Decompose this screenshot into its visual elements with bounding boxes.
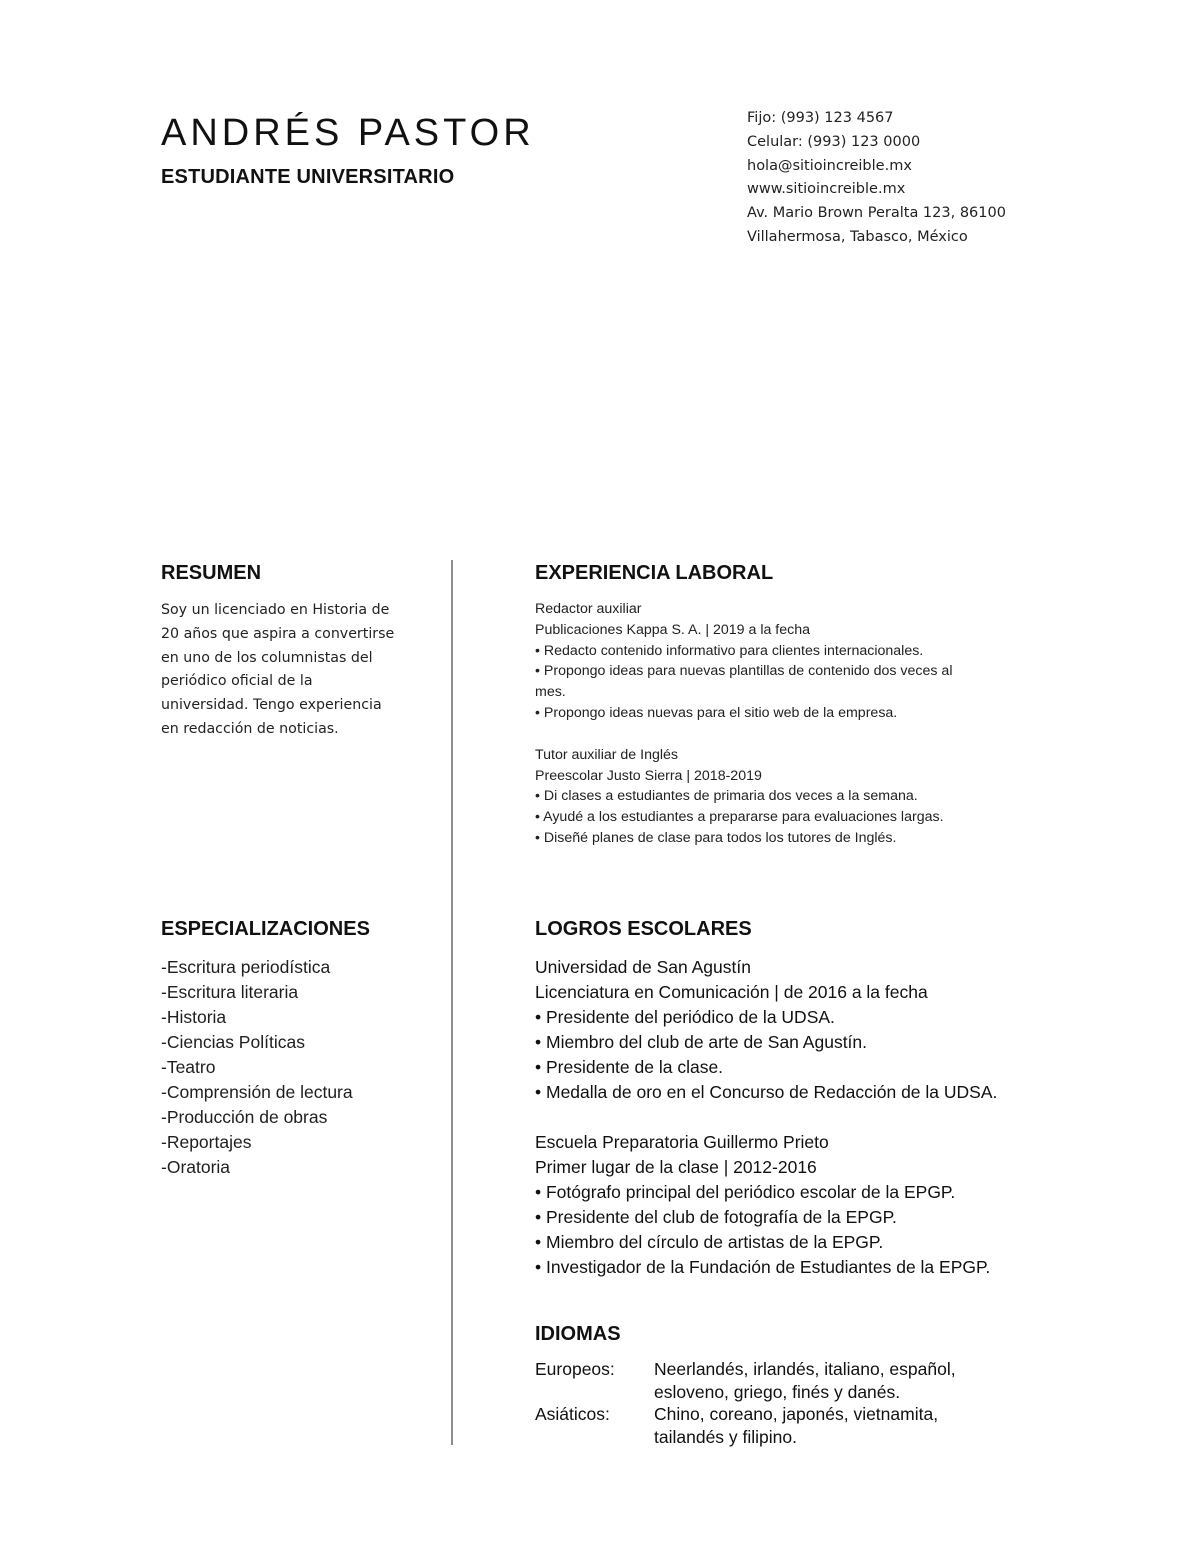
language-group-label: Europeos:: [535, 1359, 615, 1379]
contact-address-line-2: Villahermosa, Tabasco, México: [747, 228, 968, 245]
contact-email: hola@sitioincreible.mx: [747, 157, 912, 174]
especializaciones-list: [161, 955, 353, 1180]
specialization-item: -Escritura literaria: [161, 982, 299, 1002]
resumen-line: en uno de los columnistas del: [161, 649, 373, 666]
achievement-bullet: • Miembro del club de arte de San Agustín.: [535, 1032, 868, 1052]
language-group-value: Chino, coreano, japonés, vietnamita, tailandés y filipino.: [654, 1404, 939, 1447]
name-heading: ANDRÉS PASTOR: [161, 112, 535, 154]
job-company: Publicaciones Kappa S. A. | 2019 a la fecha: [535, 621, 811, 638]
specialization-item: -Escritura periodística: [161, 957, 331, 977]
idiomas-heading: IDIOMAS: [535, 1323, 621, 1345]
achievement-bullet: • Fotógrafo principal del periódico escolar de la EPGP.: [535, 1182, 956, 1202]
job-bullet: mes.: [535, 684, 566, 701]
achievement-bullet: • Medalla de oro en el Concurso de Redacción de la UDSA.: [535, 1082, 998, 1102]
contact-address-line-1: Av. Mario Brown Peralta 123, 86100: [747, 205, 1006, 222]
specialization-item: -Oratoria: [161, 1157, 231, 1177]
job-bullet: • Di clases a estudiantes de primaria dos veces a la semana.: [535, 788, 918, 805]
experiencia-heading: EXPERIENCIA LABORAL: [535, 562, 774, 584]
contact-landline: Fijo: (993) 123 4567: [747, 110, 894, 126]
experiencia-list: [535, 599, 1055, 849]
achievement-bullet: • Presidente del periódico de la UDSA.: [535, 1007, 835, 1027]
column-divider: [451, 560, 453, 1445]
specialization-item: -Reportajes: [161, 1132, 252, 1152]
school-detail: Primer lugar de la clase | 2012-2016: [535, 1157, 817, 1177]
contact-mobile: Celular: (993) 123 0000: [747, 133, 921, 150]
subtitle: ESTUDIANTE UNIVERSITARIO: [161, 166, 455, 188]
contact-info: [747, 107, 1006, 250]
resumen-line: universidad. Tengo experiencia: [161, 697, 382, 714]
achievement-bullet: • Investigador de la Fundación de Estudiantes de la EPGP.: [535, 1257, 991, 1277]
school-detail: Licenciatura en Comunicación | de 2016 a la fecha: [535, 982, 928, 1002]
language-row: [535, 1403, 1095, 1448]
language-group-value: Neerlandés, irlandés, italiano, español, esloveno, griego, finés y danés.: [654, 1359, 956, 1402]
job-bullet: • Redacto contenido informativo para clientes internacionales.: [535, 642, 924, 659]
job-title: Tutor auxiliar de Inglés: [535, 746, 678, 763]
specialization-item: -Historia: [161, 1007, 227, 1027]
idiomas-table: [535, 1358, 1095, 1448]
specialization-item: -Ciencias Políticas: [161, 1032, 305, 1052]
specialization-item: -Producción de obras: [161, 1107, 328, 1127]
achievement-bullet: • Presidente del club de fotografía de la EPGP.: [535, 1207, 897, 1227]
logros-heading: LOGROS ESCOLARES: [535, 918, 752, 940]
job-bullet: • Propongo ideas nuevas para el sitio web de la empresa.: [535, 704, 898, 721]
language-group-label: Asiáticos:: [535, 1404, 610, 1424]
resumen-line: en redacción de noticias.: [161, 720, 339, 737]
job-company: Preescolar Justo Sierra | 2018-2019: [535, 767, 762, 784]
logros-list: [535, 955, 1095, 1280]
job-title: Redactor auxiliar: [535, 601, 642, 617]
school-name: Escuela Preparatoria Guillermo Prieto: [535, 1132, 829, 1152]
resumen-line: 20 años que aspira a convertirse: [161, 625, 395, 642]
school-name: Universidad de San Agustín: [535, 957, 751, 977]
job-bullet: • Propongo ideas para nuevas plantillas de contenido dos veces al: [535, 663, 953, 680]
job-bullet: • Ayudé a los estudiantes a prepararse para evaluaciones largas.: [535, 809, 944, 826]
resumen-line: periódico oficial de la: [161, 673, 313, 690]
achievement-bullet: • Miembro del círculo de artistas de la EPGP.: [535, 1232, 884, 1252]
contact-website: www.sitioincreible.mx: [747, 181, 906, 198]
resumen-text: [161, 599, 431, 742]
specialization-item: -Teatro: [161, 1057, 216, 1077]
especializaciones-heading: ESPECIALIZACIONES: [161, 918, 370, 940]
resumen-heading: RESUMEN: [161, 562, 262, 584]
achievement-bullet: • Presidente de la clase.: [535, 1057, 724, 1077]
language-row: [535, 1358, 1095, 1403]
resumen-line: Soy un licenciado en Historia de: [161, 602, 390, 618]
specialization-item: -Comprensión de lectura: [161, 1082, 353, 1102]
job-bullet: • Diseñé planes de clase para todos los tutores de Inglés.: [535, 829, 897, 846]
